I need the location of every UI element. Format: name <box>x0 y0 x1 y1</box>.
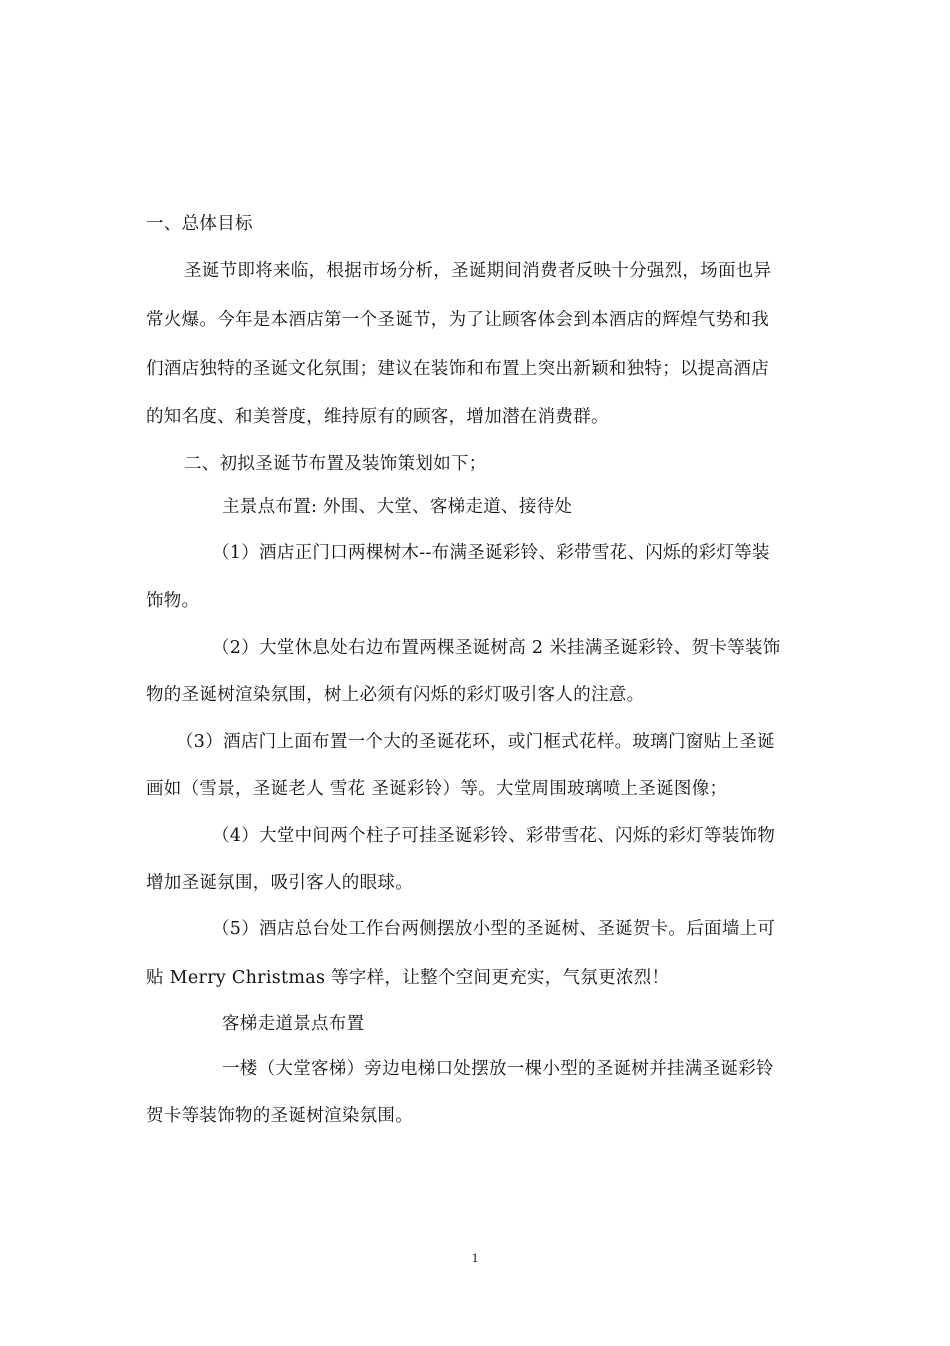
list-item-line: （4）大堂中间两个柱子可挂圣诞彩铃、彩带雪花、闪烁的彩灯等装饰物 <box>212 826 776 846</box>
list-item-line: 画如（雪景，圣诞老人 雪花 圣诞彩铃）等。大堂周围玻璃喷上圣诞图像； <box>146 779 728 799</box>
list-item-line: 饰物。 <box>146 591 200 611</box>
list-item-line: 贴 Merry Christmas 等字样，让整个空间更充实，气氛更浓烈！ <box>146 968 670 988</box>
paragraph-line: 贺卡等装饰物的圣诞树渲染氛围。 <box>146 1106 413 1126</box>
list-item-line: （2）大堂休息处右边布置两棵圣诞树高 2 米挂满圣诞彩铃、贺卡等装饰 <box>212 638 781 658</box>
subheading-main-spots: 主景点布置: 外围、大堂、客梯走道、接待处 <box>222 497 573 517</box>
list-item-line: （1）酒店正门口两棵树木--布满圣诞彩铃、彩带雪花、闪烁的彩灯等装 <box>212 543 770 563</box>
section-heading-overall-goal: 一、总体目标 <box>146 214 253 234</box>
list-item-line: （5）酒店总台处工作台两侧摆放小型的圣诞树、圣诞贺卡。后面墙上可 <box>212 919 776 939</box>
list-item-line: 增加圣诞氛围，吸引客人的眼球。 <box>146 873 413 893</box>
paragraph-line: 的知名度、和美誉度，维持原有的顾客，增加潜在消费群。 <box>146 407 609 427</box>
page-number: 1 <box>471 1250 479 1265</box>
paragraph-line: 们酒店独特的圣诞文化氛围；建议在装饰和布置上突出新颖和独特；以提高酒店 <box>146 359 769 379</box>
paragraph-line: 一楼（大堂客梯）旁边电梯口处摆放一棵小型的圣诞树并挂满圣诞彩铃 <box>222 1059 774 1079</box>
list-item-line: （3）酒店门上面布置一个大的圣诞花环，或门框式花样。玻璃门窗贴上圣诞 <box>176 732 775 752</box>
paragraph-line: 圣诞节即将来临，根据市场分析，圣诞期间消费者反映十分强烈，场面也异 <box>184 261 772 281</box>
paragraph-line: 常火爆。今年是本酒店第一个圣诞节，为了让顾客体会到本酒店的辉煌气势和我 <box>146 310 769 330</box>
section-heading-plan: 二、初拟圣诞节布置及装饰策划如下； <box>184 454 487 474</box>
subheading-elevator-corridor: 客梯走道景点布置 <box>222 1014 365 1034</box>
list-item-line: 物的圣诞树渲染氛围，树上必须有闪烁的彩灯吸引客人的注意。 <box>146 685 645 705</box>
